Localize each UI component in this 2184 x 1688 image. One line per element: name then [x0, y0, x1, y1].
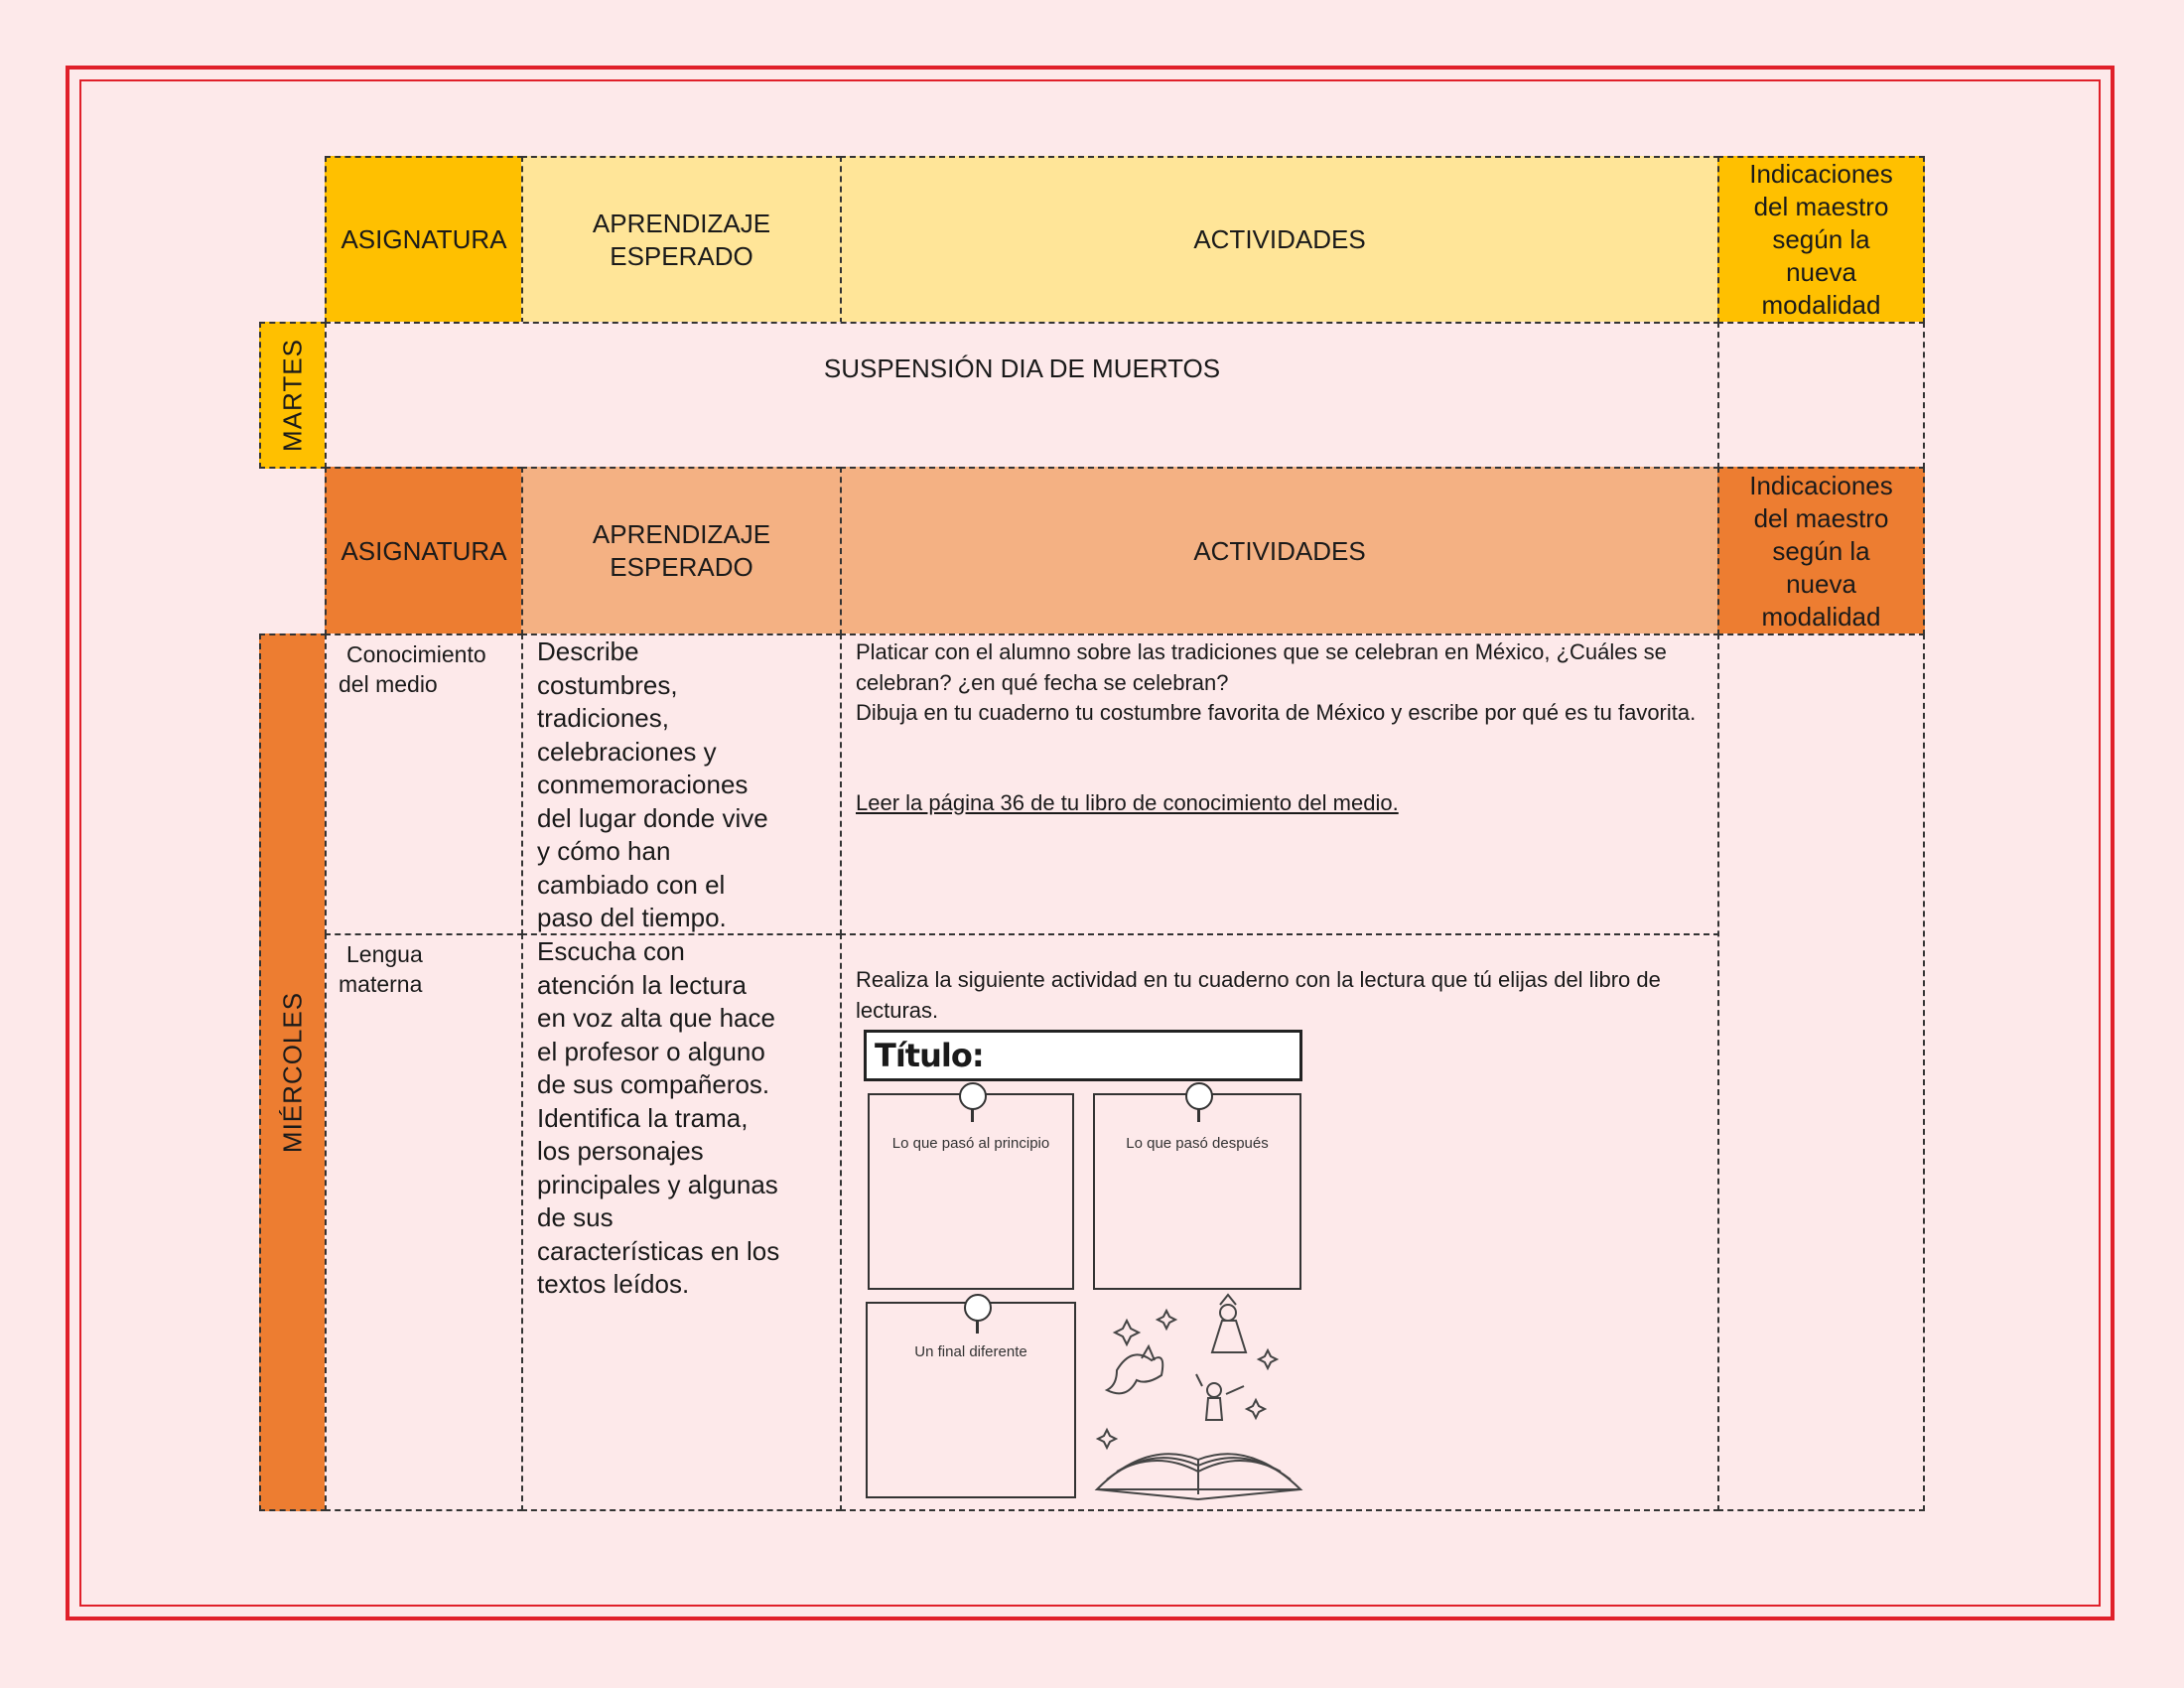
day-martes-label: MARTES	[277, 339, 308, 452]
header-aprendizaje-1	[521, 156, 842, 324]
textbook-page-link[interactable]: Leer la página 36 de tu libro de conocimiento del medio.	[856, 789, 1399, 815]
day-martes	[259, 322, 327, 469]
header-actividades-text: ACTIVIDADES	[1193, 224, 1366, 254]
header-aprendizaje-text: APRENDIZAJE ESPERADO	[592, 208, 771, 271]
subject-name: Lengua materna	[339, 941, 423, 997]
worksheet-box-label: Lo que pasó después	[1126, 1135, 1269, 1152]
worksheet-box-label: Lo que pasó al principio	[891, 1135, 1050, 1152]
day-miercoles-label: MIÉRCOLES	[277, 991, 308, 1154]
activity-cell	[840, 633, 1719, 935]
worksheet-box-middle	[1093, 1093, 1301, 1290]
pin-icon	[1185, 1082, 1213, 1110]
header-actividades-text: ACTIVIDADES	[1193, 535, 1366, 566]
worksheet-box-label: Un final diferente	[914, 1343, 1027, 1360]
pin-icon	[964, 1294, 992, 1322]
subject-cell	[325, 633, 523, 935]
martes-indicaciones-cell	[1717, 322, 1925, 469]
worksheet-box-ending	[866, 1302, 1076, 1498]
learning-text: Describe costumbres, tradiciones, celebraciones y conmemoraciones del lugar donde vive y cómo han cambiado con el paso del tiempo.	[537, 636, 768, 932]
activity-text: Platicar con el alumno sobre las tradiciones que se celebran en México, ¿Cuáles se celebran? ¿en qué fecha se celebran?	[856, 639, 1667, 695]
header-asignatura-1	[325, 156, 523, 324]
activity-text: Dibuja en tu cuaderno tu costumbre favorita de México y escribe por qué es tu favorita.	[856, 700, 1697, 725]
learning-cell	[521, 933, 842, 1511]
header-indicaciones-text: Indicaciones del maestro según la nueva modalidad	[1749, 159, 1893, 320]
learning-text: Escucha con atención la lectura en voz alta que hace el profesor o alguno de sus compañeros. Identifica la trama, los personajes principales y algunas de sus características en los textos leídos.	[537, 936, 780, 1299]
header-indicaciones-1	[1717, 156, 1925, 324]
storybook-illustration	[1087, 1291, 1310, 1504]
header-aprendizaje-2	[521, 467, 842, 635]
learning-cell	[521, 633, 842, 935]
martes-notice: SUSPENSIÓN DIA DE MUERTOS	[823, 353, 1221, 383]
subject-cell	[325, 933, 523, 1511]
header-asignatura-text: ASIGNATURA	[341, 535, 507, 566]
header-asignatura-2	[325, 467, 523, 635]
header-actividades-2	[840, 467, 1719, 635]
header-aprendizaje-text: APRENDIZAJE ESPERADO	[592, 519, 771, 582]
activity-text: Realiza la siguiente actividad en tu cuaderno con la lectura que tú elijas del libro de lecturas.	[856, 967, 1661, 1023]
header-indicaciones-text: Indicaciones del maestro según la nueva modalidad	[1749, 470, 1893, 632]
header-actividades-1	[840, 156, 1719, 324]
martes-notice-cell	[325, 322, 1719, 469]
subject-name: Conocimiento del medio	[339, 641, 486, 697]
header-indicaciones-2	[1717, 467, 1925, 635]
miercoles-indicaciones-cell	[1717, 633, 1925, 1511]
worksheet-box-beginning	[868, 1093, 1074, 1290]
worksheet-title: Título:	[864, 1030, 1302, 1081]
day-miercoles	[259, 633, 327, 1511]
pin-icon	[959, 1082, 987, 1110]
header-asignatura-text: ASIGNATURA	[341, 224, 507, 254]
